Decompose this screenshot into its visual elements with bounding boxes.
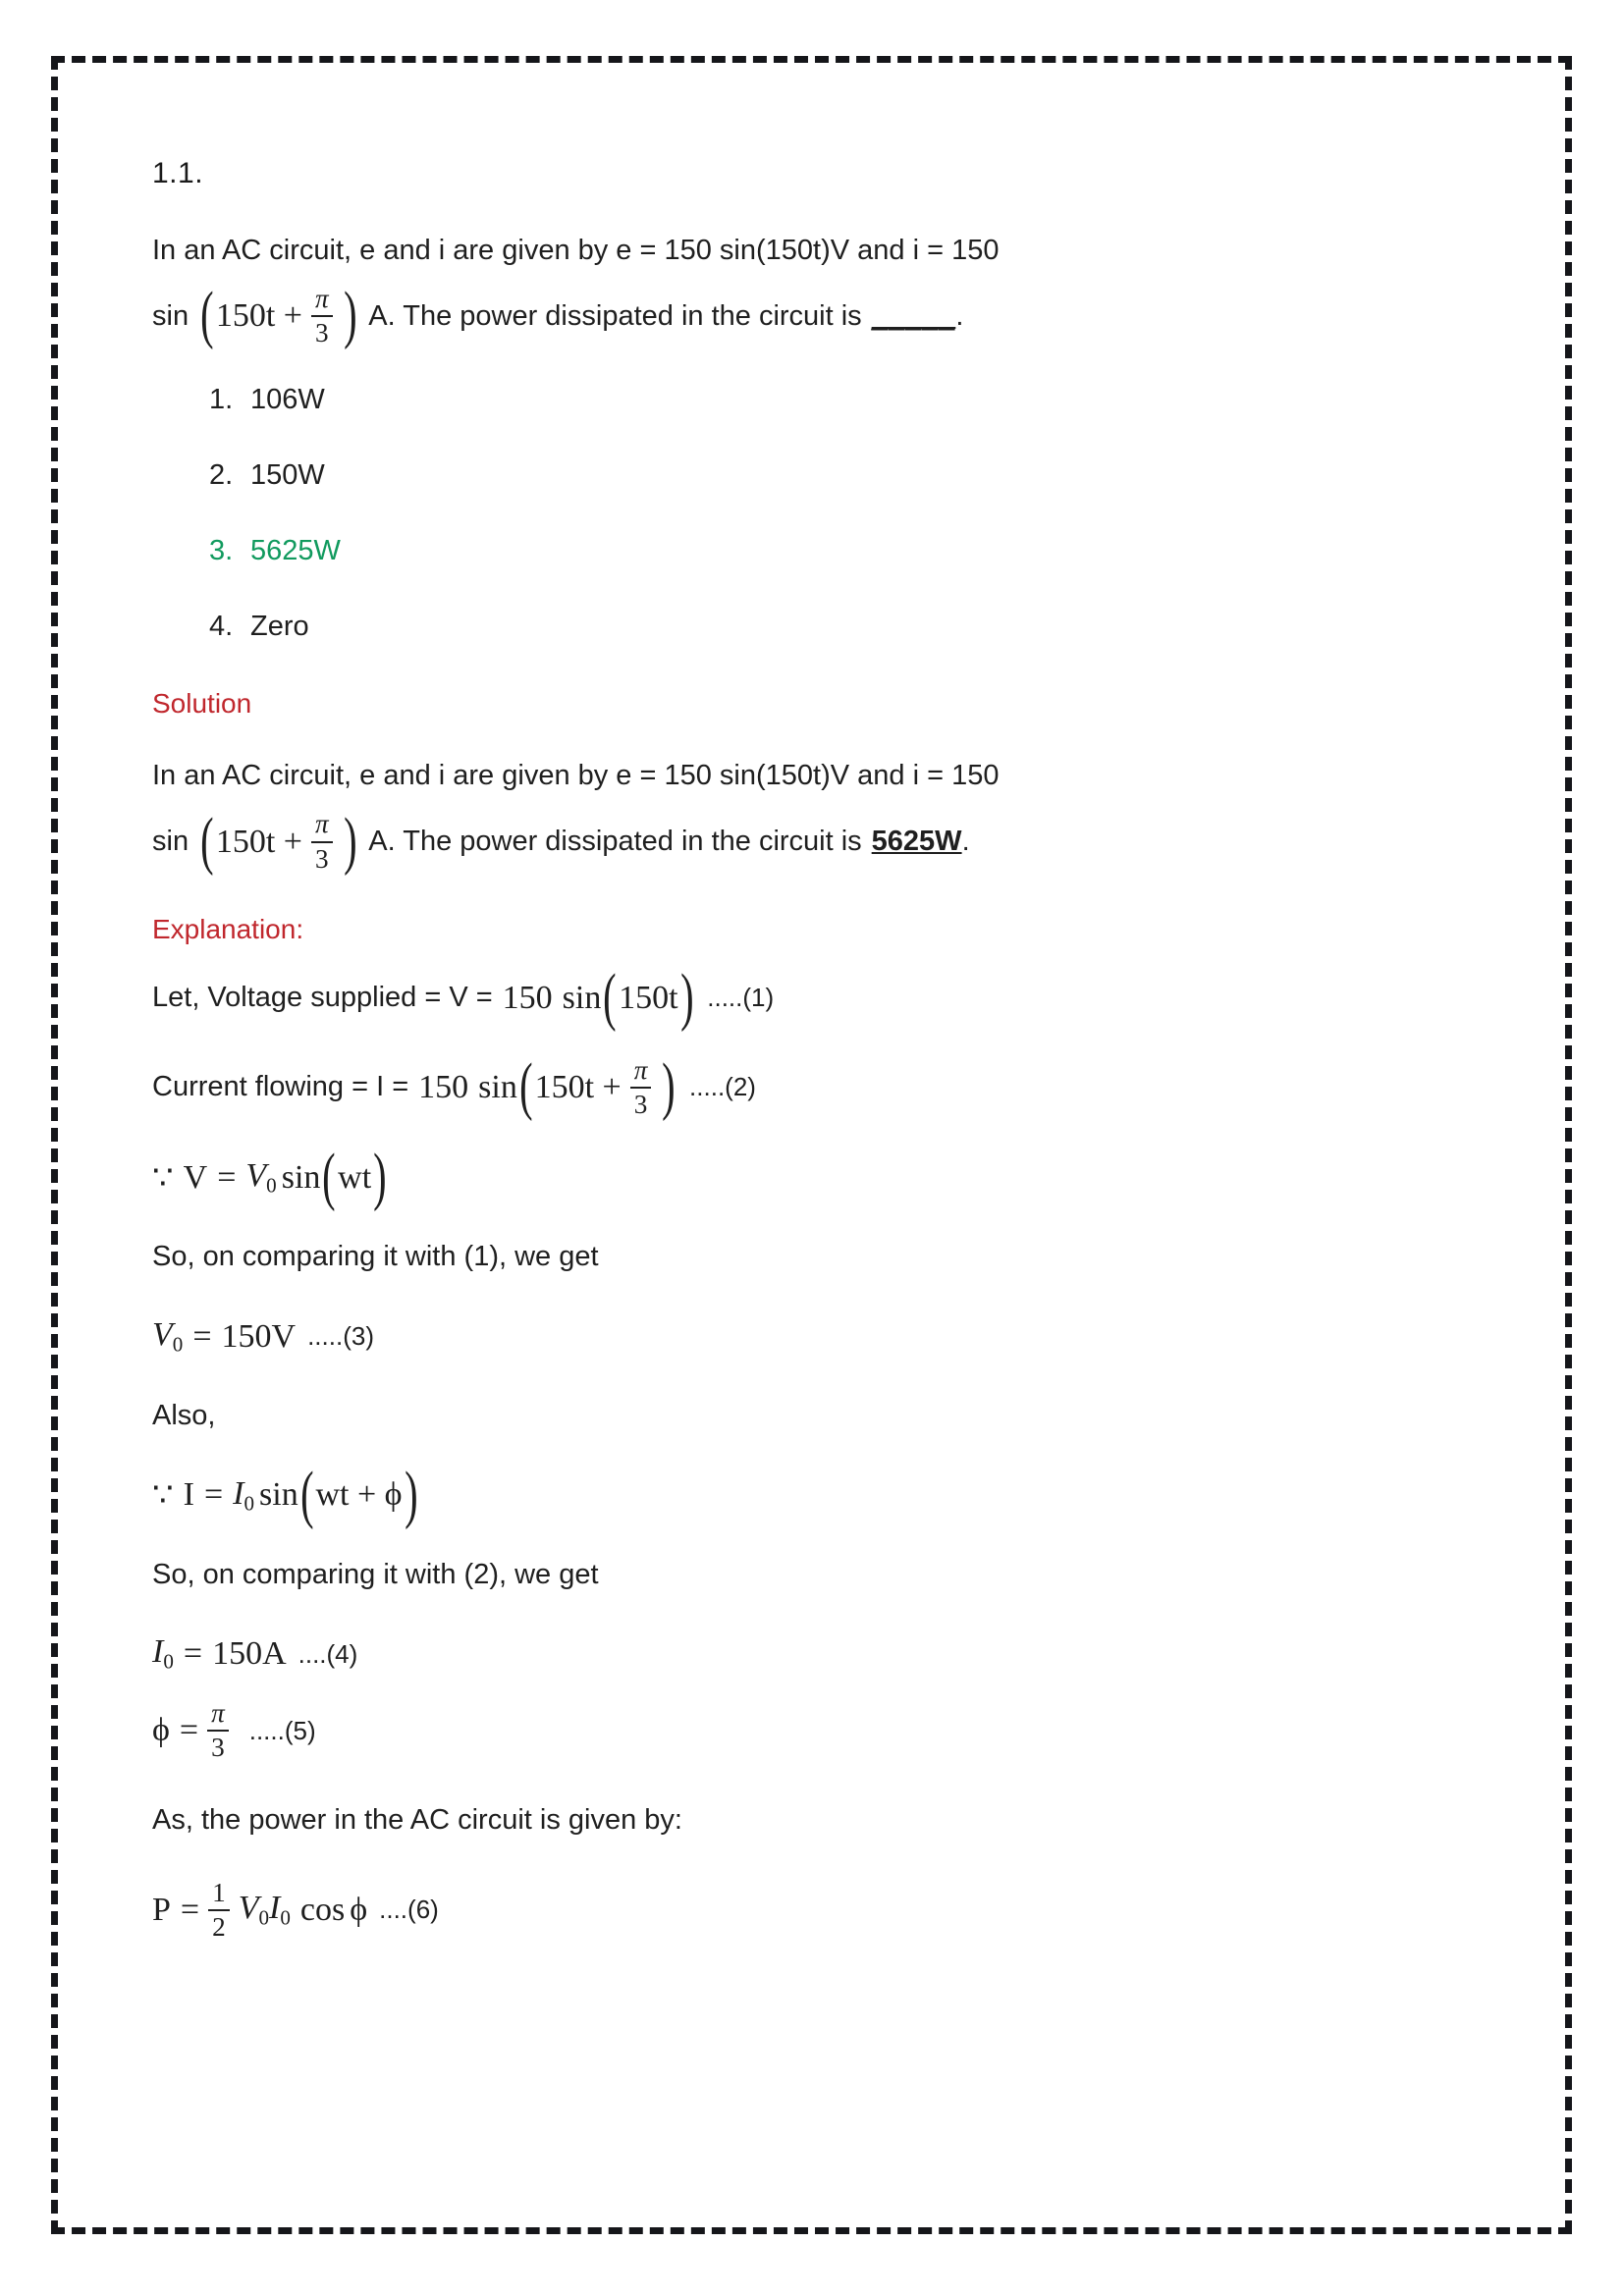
explanation-step-9 <box>152 1633 1242 1675</box>
solution-line-1: In an AC circuit, e and i are given by e = 150 sin(150t)V and i = 150 <box>152 760 1000 792</box>
step12-v-subscript: 0 <box>258 1905 270 1930</box>
right-paren: ) <box>343 805 357 877</box>
question-tail: A. The power dissipated in the circuit is <box>368 299 862 332</box>
step9-var-glyph: I <box>152 1633 164 1671</box>
fraction-numerator: π <box>633 1054 648 1085</box>
one-half-fraction <box>208 1877 230 1942</box>
option-1[interactable] <box>209 386 1242 414</box>
left-paren: ( <box>603 961 617 1033</box>
solution-tail: A. The power dissipated in the circuit is <box>368 826 862 858</box>
option-4[interactable] <box>209 613 1242 641</box>
step9-equation-number: ....(4) <box>298 1638 358 1669</box>
options-list <box>152 386 1242 641</box>
step12-equation-number: ....(6) <box>379 1895 439 1925</box>
step9-variable <box>152 1633 174 1675</box>
step3-arg: wt <box>338 1159 372 1197</box>
step2-func: sin <box>478 1068 517 1105</box>
step3-equals: = <box>217 1159 237 1197</box>
right-paren: ) <box>343 280 357 351</box>
step3-func: sin <box>281 1159 321 1197</box>
step7-rhs-var-glyph: I <box>233 1474 244 1512</box>
option-2[interactable] <box>209 461 1242 490</box>
step2-equation-number: .....(2) <box>689 1072 756 1102</box>
left-paren: ( <box>299 1459 314 1530</box>
step12-i0 <box>269 1890 291 1931</box>
right-paren: ) <box>373 1142 387 1213</box>
solution-answer: 5625W <box>871 826 962 858</box>
fraction-denominator: 3 <box>207 1730 229 1761</box>
explanation-step-4 <box>152 1238 1242 1277</box>
explanation-step-10 <box>152 1700 1242 1761</box>
step12-power-variable: P <box>152 1891 171 1928</box>
explanation-step-12 <box>152 1877 1242 1942</box>
step5-var-glyph: V <box>152 1315 173 1353</box>
question-number: 1.1. <box>152 157 204 189</box>
step2-arg: 150t + <box>534 1068 622 1105</box>
step3-lhs: V <box>183 1159 208 1197</box>
step9-equals: = <box>183 1635 203 1673</box>
option-number: 4. <box>209 611 234 643</box>
explanation-step-11 <box>152 1801 1242 1841</box>
question-line-1: In an AC circuit, e and i are given by e = 150 sin(150t)V and i = 150 <box>152 235 1000 266</box>
step7-rhs-variable <box>233 1475 254 1517</box>
option-number: 1. <box>209 384 234 416</box>
step12-phi: ϕ <box>350 1891 368 1928</box>
step8-text: So, on comparing it with (2), we get <box>152 1558 599 1590</box>
pi-over-three-fraction <box>207 1700 229 1761</box>
step7-arg: wt + ϕ <box>315 1476 403 1514</box>
step10-phi-variable: ϕ <box>152 1712 170 1749</box>
step1-equation-number: .....(1) <box>707 983 775 1013</box>
option-number: 2. <box>209 459 234 492</box>
explanation-step-3 <box>152 1142 1242 1213</box>
step5-subscript: 0 <box>172 1332 184 1357</box>
question-period: . <box>955 299 964 332</box>
step1-arg: 150t <box>619 979 678 1016</box>
step5-equals: = <box>192 1317 212 1355</box>
fraction-numerator: π <box>211 1698 225 1729</box>
step5-value: 150V <box>221 1317 297 1355</box>
step9-value: 150A <box>212 1635 287 1673</box>
step10-equals: = <box>179 1712 199 1749</box>
step1-prefix: Let, Voltage supplied = V = <box>152 982 493 1014</box>
step12-v-glyph: V <box>238 1889 259 1926</box>
fraction-denominator: 2 <box>208 1909 230 1941</box>
step7-func: sin <box>259 1476 298 1514</box>
right-paren: ) <box>404 1459 418 1530</box>
because-symbol: ∵ <box>152 1160 174 1198</box>
explanation-heading: Explanation: <box>152 913 304 944</box>
left-paren: ( <box>322 1142 337 1213</box>
solution-arg: 150t + <box>215 823 302 860</box>
sin-label: sin <box>152 299 189 332</box>
fraction-denominator: 3 <box>311 315 333 347</box>
step2-coefficient: 150 <box>418 1068 469 1105</box>
step12-i-subscript: 0 <box>280 1905 291 1930</box>
sin-label: sin <box>152 826 189 858</box>
question-line-2 <box>152 280 1242 351</box>
step7-rhs-subscript: 0 <box>243 1491 255 1516</box>
option-3-correct[interactable] <box>209 537 1242 565</box>
option-label: 5625W <box>250 535 341 567</box>
step9-subscript: 0 <box>163 1650 174 1675</box>
left-paren: ( <box>518 1051 533 1123</box>
step4-text: So, on comparing it with (1), we get <box>152 1241 599 1273</box>
document-content <box>152 157 1242 1980</box>
right-paren: ) <box>679 961 694 1033</box>
answer-blank: _____ <box>871 299 956 332</box>
left-paren: ( <box>200 280 214 351</box>
pi-over-three-fraction <box>311 283 333 348</box>
left-paren: ( <box>200 805 214 877</box>
step12-equals: = <box>180 1891 200 1928</box>
fraction-numerator: π <box>314 283 329 313</box>
explanation-step-2 <box>152 1051 1242 1123</box>
explanation-step-1 <box>152 961 1242 1033</box>
step7-equals: = <box>203 1476 224 1514</box>
fraction-denominator: 3 <box>630 1087 652 1118</box>
step12-v0 <box>239 1890 269 1931</box>
right-paren: ) <box>662 1051 676 1123</box>
solution-line-2 <box>152 805 1242 877</box>
step12-i-glyph: I <box>269 1889 281 1926</box>
step6-text: Also, <box>152 1400 216 1432</box>
option-label: 106W <box>250 384 325 416</box>
step1-coefficient: 150 <box>502 979 553 1016</box>
fraction-numerator: π <box>314 809 329 839</box>
pi-over-three-fraction <box>630 1054 652 1119</box>
step12-cos: cos <box>299 1891 346 1928</box>
step1-func: sin <box>562 979 602 1016</box>
step5-equation-number: .....(3) <box>307 1321 374 1352</box>
step7-lhs: I <box>183 1476 194 1514</box>
step3-rhs-var-glyph: V <box>245 1157 267 1195</box>
pi-over-three-fraction <box>311 811 333 872</box>
solution-heading: Solution <box>152 688 252 720</box>
step10-equation-number: .....(5) <box>248 1715 316 1745</box>
explanation-step-7 <box>152 1459 1242 1530</box>
solution-period: . <box>961 826 970 858</box>
option-label: 150W <box>250 459 325 492</box>
explanation-step-5 <box>152 1316 1242 1358</box>
step3-rhs-variable <box>245 1157 276 1199</box>
explanation-step-6 <box>152 1397 1242 1436</box>
option-number: 3. <box>209 535 234 567</box>
step3-rhs-subscript: 0 <box>266 1173 277 1198</box>
option-label: Zero <box>250 611 309 643</box>
explanation-step-8 <box>152 1555 1242 1594</box>
fraction-denominator: 3 <box>311 841 333 873</box>
question-arg: 150t + <box>215 297 302 335</box>
step5-variable <box>152 1316 183 1358</box>
step2-prefix: Current flowing = I = <box>152 1071 409 1103</box>
because-symbol: ∵ <box>152 1477 174 1515</box>
fraction-numerator: 1 <box>212 1877 226 1907</box>
step11-text: As, the power in the AC circuit is given by: <box>152 1804 682 1836</box>
